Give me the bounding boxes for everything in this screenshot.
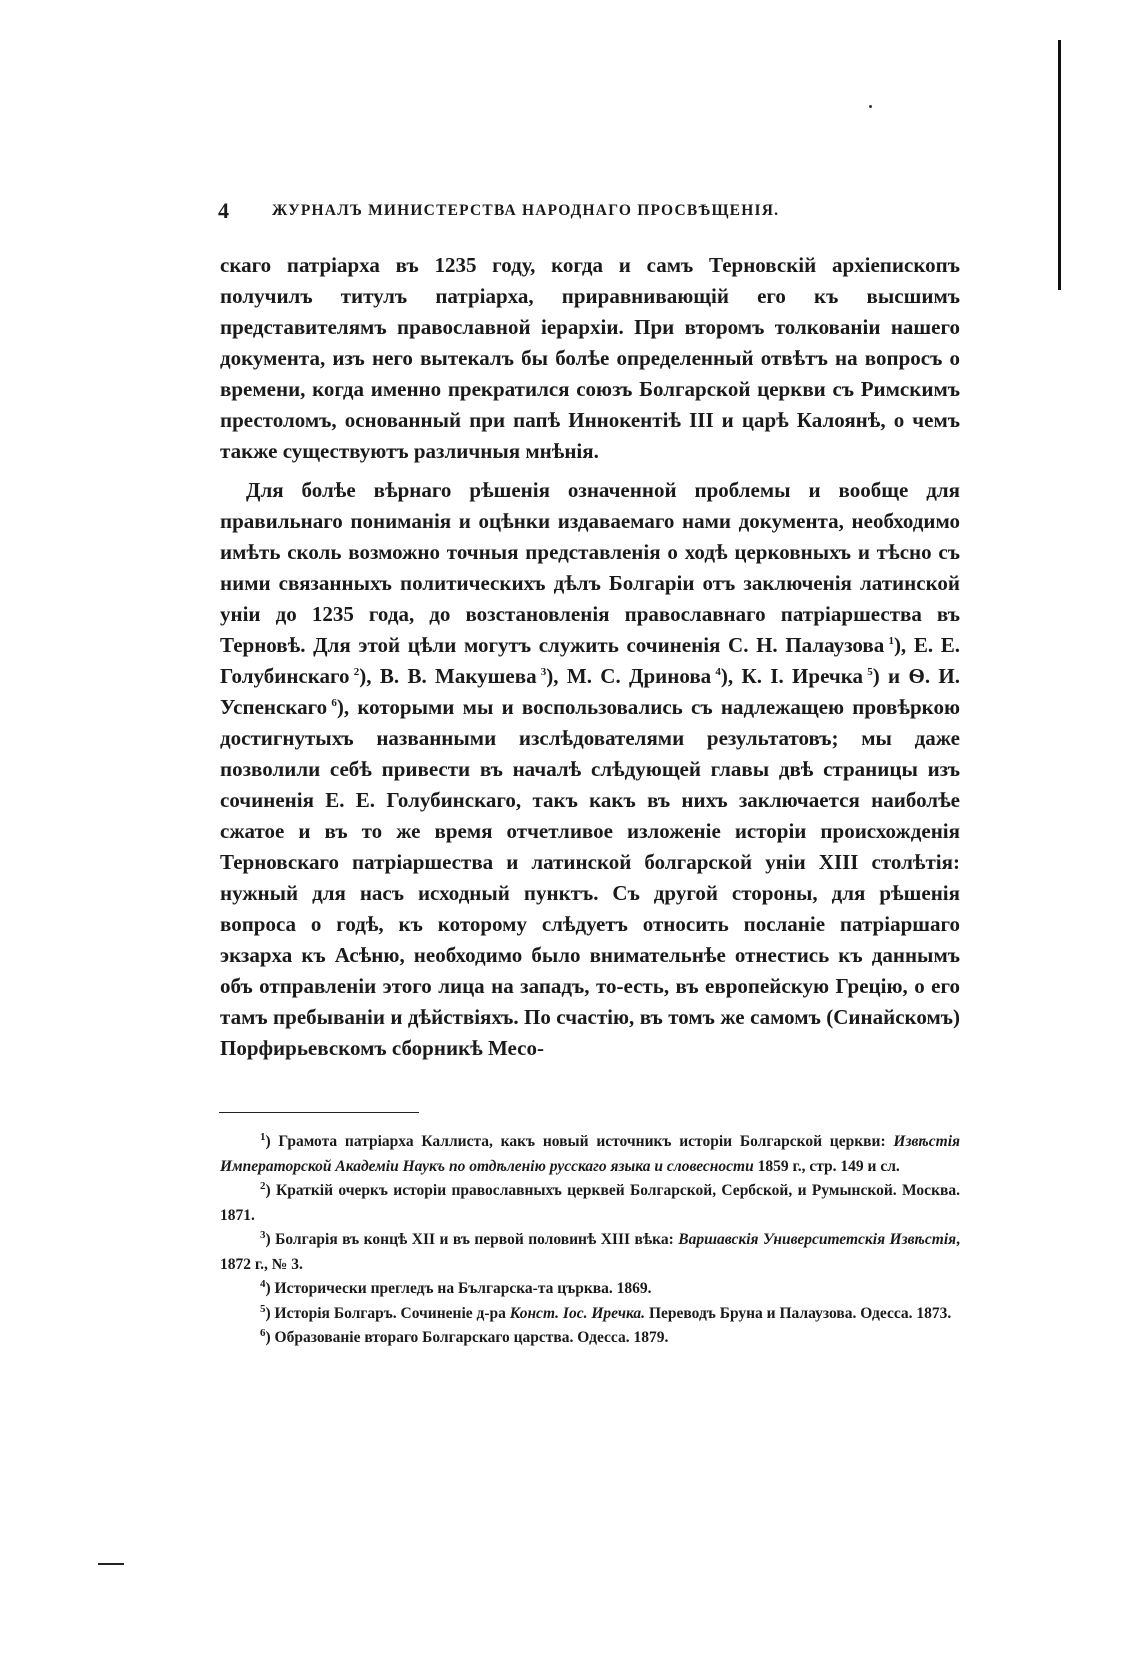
footnote-ref: 6: [331, 697, 337, 709]
scan-edge-line: [1058, 40, 1061, 290]
paragraph-2: Для болѣе вѣрнаго рѣшенія означенной проблемы и вообще для правильнаго пониманія и оцѣнки издаваемаго нами документа, необходимо имѣть сколь возможно точныя представленія о ходѣ церковныхъ и тѣсно съ ними связанныхъ политическихъ дѣлъ Болгаріи отъ заключенія латинской уніи до 1235 года, до возстановленія православнаго патріаршества въ Терновѣ. Для этой цѣли могутъ служить сочиненія С. Н. Палаузова $^1$), Е. Е. Голубинскаго $^2$), В. В. Макушева $^3$), М. С. Дринова $^4$), К. І. Иречка $^5$) и Ѳ. И. Успенскаго $^6$), которыми мы и воспользовались съ надлежащею провѣркою достигнутыхъ названными изслѣдователями результатовъ; мы даже позволили себѣ привести въ началѣ слѣдующей главы двѣ страницы изъ сочиненія Е. Е. Голубинскаго, такъ какъ въ нихъ заключается наиболѣе сжатое и въ то же время отчетливое изложеніе исторіи происхожденія Терновскаго патріаршества и латинской болгарской уніи XIII столѣтія: нужный для насъ исходный пунктъ. Съ другой стороны, для рѣшенія вопроса о годѣ, къ которому слѣдуетъ относить посланіе патріаршаго экзарха къ Асѣню, необходимо было внимательнѣе отнестись къ даннымъ объ отправленіи этого лица на западъ, то-есть, въ европейскую Грецію, о его тамъ пребываніи и дѣйствіяхъ. По счастію, въ томъ же самомъ (Синайскомъ) Порфирьевскомъ сборникѣ Месо-: [220, 478, 960, 1060]
footnote-ref: 1: [888, 635, 894, 647]
page-number: 4: [218, 198, 229, 223]
paragraph-1: скаго патріарха въ 1235 году, когда и самъ Терновскій архіепископъ получилъ титулъ патріарха, приравнивающій его къ высшимъ представителямъ православной іерархіи. При второмъ толкованіи нашего документа, изъ него вытекалъ бы болѣе определенный отвѣтъ на вопросъ о времени, когда именно прекратился союзъ Болгарской церкви съ Римскимъ престоломъ, основанный при папѣ Иннокентіѣ III и царѣ Калоянѣ, о чемъ также существуютъ различныя мнѣнія.: [220, 253, 960, 463]
footnote-2: $^2$) Краткій очеркъ исторіи православныхъ церквей Болгарской, Сербской, и Румынской. Москва. 1871.: [220, 1179, 960, 1224]
footnote-5: $^5$) Исторія Болгаръ. Сочиненіе д-ра Конст. Іос. Иречка. Переводъ Бруна и Палаузова. Одесса. 1873.: [260, 1302, 952, 1322]
page-header: [218, 198, 854, 226]
footnote-ref: 5: [867, 666, 873, 678]
footnote-ref: 4: [715, 666, 721, 678]
body-text: [220, 250, 960, 1064]
footnote-1: $^1$) Грамота патріарха Каллиста, какъ новый источникъ исторіи Болгарской церкви: Извѣстія Императорской Академіи Наукъ по отдѣленію русскаго языка и словесности 1859 г., стр. 149 и сл.: [220, 1130, 960, 1175]
running-title: ЖУРНАЛЪ МИНИСТЕРСТВА НАРОДНАГО ПРОСВѢЩЕНІЯ.: [272, 202, 780, 219]
footnote-ref: 3: [540, 666, 547, 678]
footnote-4: $^4$) Исторически прегледъ на Българска-та църква. 1869.: [260, 1277, 652, 1297]
footnote-ref: 2: [353, 666, 360, 678]
scan-mark: [98, 1563, 124, 1565]
footnote-rule: [219, 1112, 419, 1113]
footnotes: [220, 1130, 960, 1351]
footnote-3: $^3$) Болгарія въ концѣ XII и въ первой половинѣ XIII вѣка: Варшавскія Университетскія Извѣстія, 1872 г., № 3.: [220, 1228, 960, 1273]
footnote-6: $^6$) Образованіе втораго Болгарскаго царства. Одесса. 1879.: [260, 1326, 669, 1346]
scan-speck: [869, 105, 872, 108]
